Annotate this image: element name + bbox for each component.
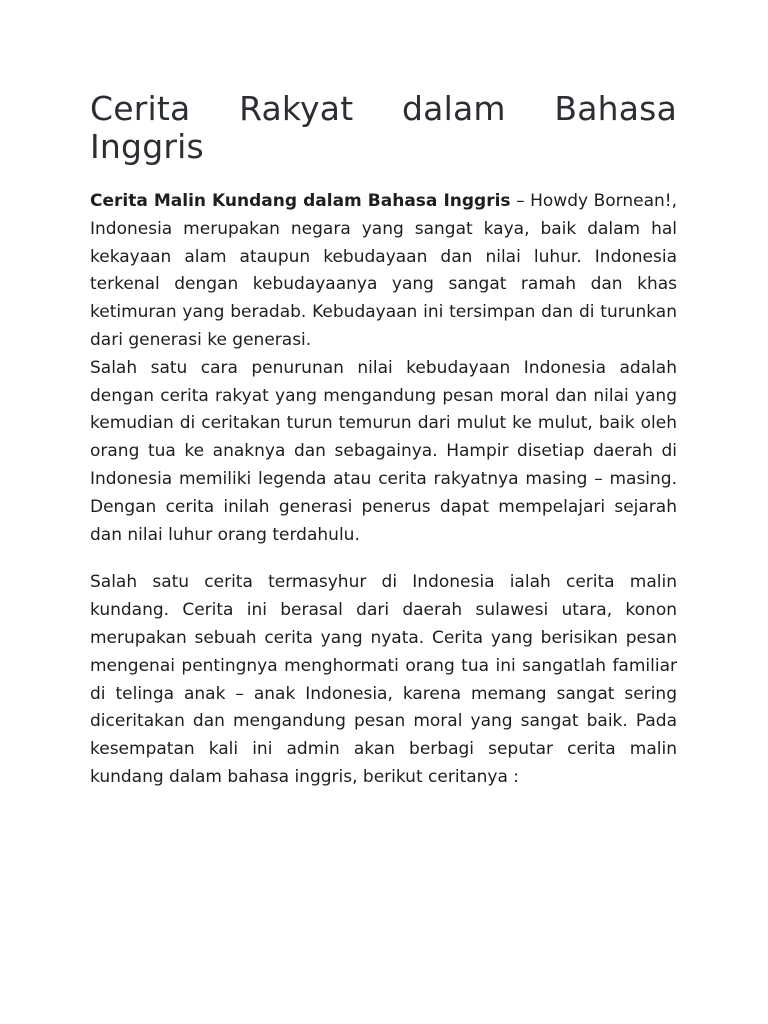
article-body	[90, 188, 677, 792]
document-page	[90, 90, 677, 792]
intro-paragraph	[90, 188, 677, 355]
intro-lead-bold: Cerita Malin Kundang dalam Bahasa Inggris	[90, 191, 511, 211]
paragraph-tradition: Salah satu cara penurunan nilai kebudayaan Indonesia adalah dengan cerita rakyat yang mengandung pesan moral dan nilai yang kemudian di ceritakan turun temurun dari mulut ke mulut, baik oleh orang tua ke anaknya dan sebagainya. Hampir disetiap daerah di Indonesia memiliki legenda atau cerita rakyatnya masing – masing. Dengan cerita inilah generasi penerus dapat mempelajari sejarah dan nilai luhur orang terdahulu.	[90, 357, 677, 545]
page-title: Cerita Rakyat dalam Bahasa Inggris	[90, 89, 677, 166]
intro-lead-text: – Howdy Bornean!, Indonesia merupakan negara yang sangat kaya, baik dalam hal kekayaan alam ataupun kebudayaan dan nilai luhur. Indonesia terkenal dengan kebudayaanya yang sangat ramah dan khas ketimuran yang beradab. Kebudayaan ini tersimpan dan di turunkan dari generasi ke generasi.	[90, 191, 677, 350]
paragraph-malin-kundang: Salah satu cerita termasyhur di Indonesia ialah cerita malin kundang. Cerita ini berasal dari daerah sulawesi utara, konon merupakan sebuah cerita yang nyata. Cerita yang berisikan pesan mengenai pentingnya menghormati orang tua ini sangatlah familiar di telinga anak – anak Indonesia, karena memang sangat sering diceritakan dan mengandung pesan moral yang sangat baik. Pada kesempatan kali ini admin akan berbagi seputar cerita malin kundang dalam bahasa inggris, berikut ceritanya :	[90, 572, 677, 787]
